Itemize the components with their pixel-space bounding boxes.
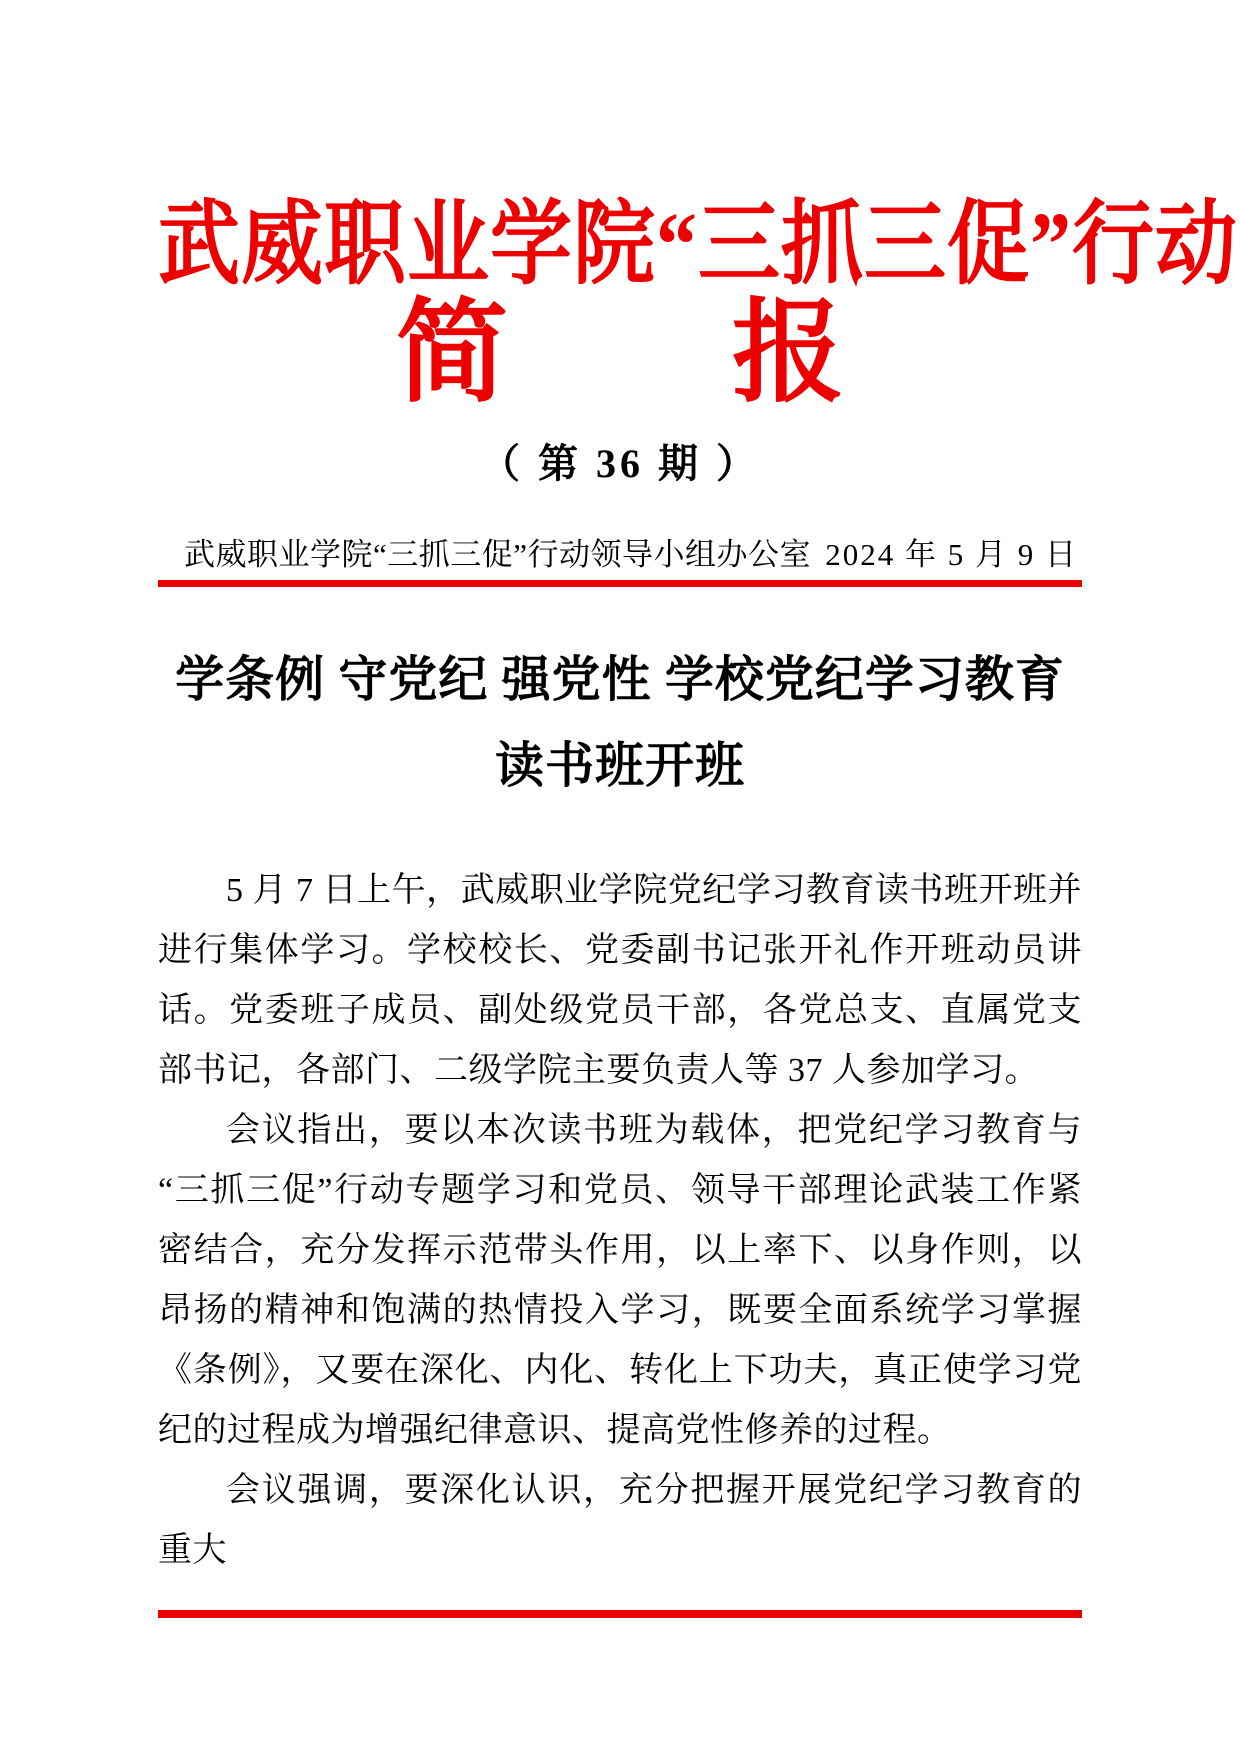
- body-paragraph: 会议强调，要深化认识，充分把握开展党纪学习教育的重大: [158, 1471, 1082, 1569]
- issue-date: 2024 年 5 月 9 日: [825, 536, 1078, 572]
- article-headline: [158, 637, 1082, 809]
- masthead-subtitle-jianbao: 简 报: [396, 291, 844, 416]
- article-headline-line2: 读书班开班: [494, 737, 745, 793]
- body-paragraph: 会议指出，要以本次读书班为载体，把党纪学习教育与“三抓三促”行动专题学习和党员、领导干部理论武装工作紧密结合，充分发挥示范带头作用，以上率下、以身作则，以昂扬的精神和饱满的热情投入学习，既要全面系统学习掌握《条例》，又要在深化、内化、转化上下功夫，真正使学习党纪的过程成为增强纪律意识、提高党性修养的过程。: [158, 1111, 1082, 1449]
- masthead-meta-row: [158, 529, 1082, 587]
- issue-number: （ 第 36 期 ）: [480, 440, 760, 486]
- footer-double-rule: [158, 1610, 1082, 1618]
- issuing-office: 武威职业学院“三抓三促”行动领导小组办公室: [184, 536, 812, 572]
- article-body: [158, 861, 1082, 1581]
- masthead-title: 武威职业学院“三抓三促”行动: [158, 193, 1239, 296]
- body-paragraph: 5 月 7 日上午，武威职业学院党纪学习教育读书班开班并进行集体学习。学校校长、党委副书记张开礼作开班动员讲话。党委班子成员、副处级党员干部，各党总支、直属党支部书记，各部门、二级学院主要负责人等 37 人参加学习。: [158, 871, 1082, 1089]
- page-content: [158, 0, 1239, 1581]
- article-headline-line1: 学条例 守党纪 强党性 学校党纪学习教育: [175, 651, 1065, 707]
